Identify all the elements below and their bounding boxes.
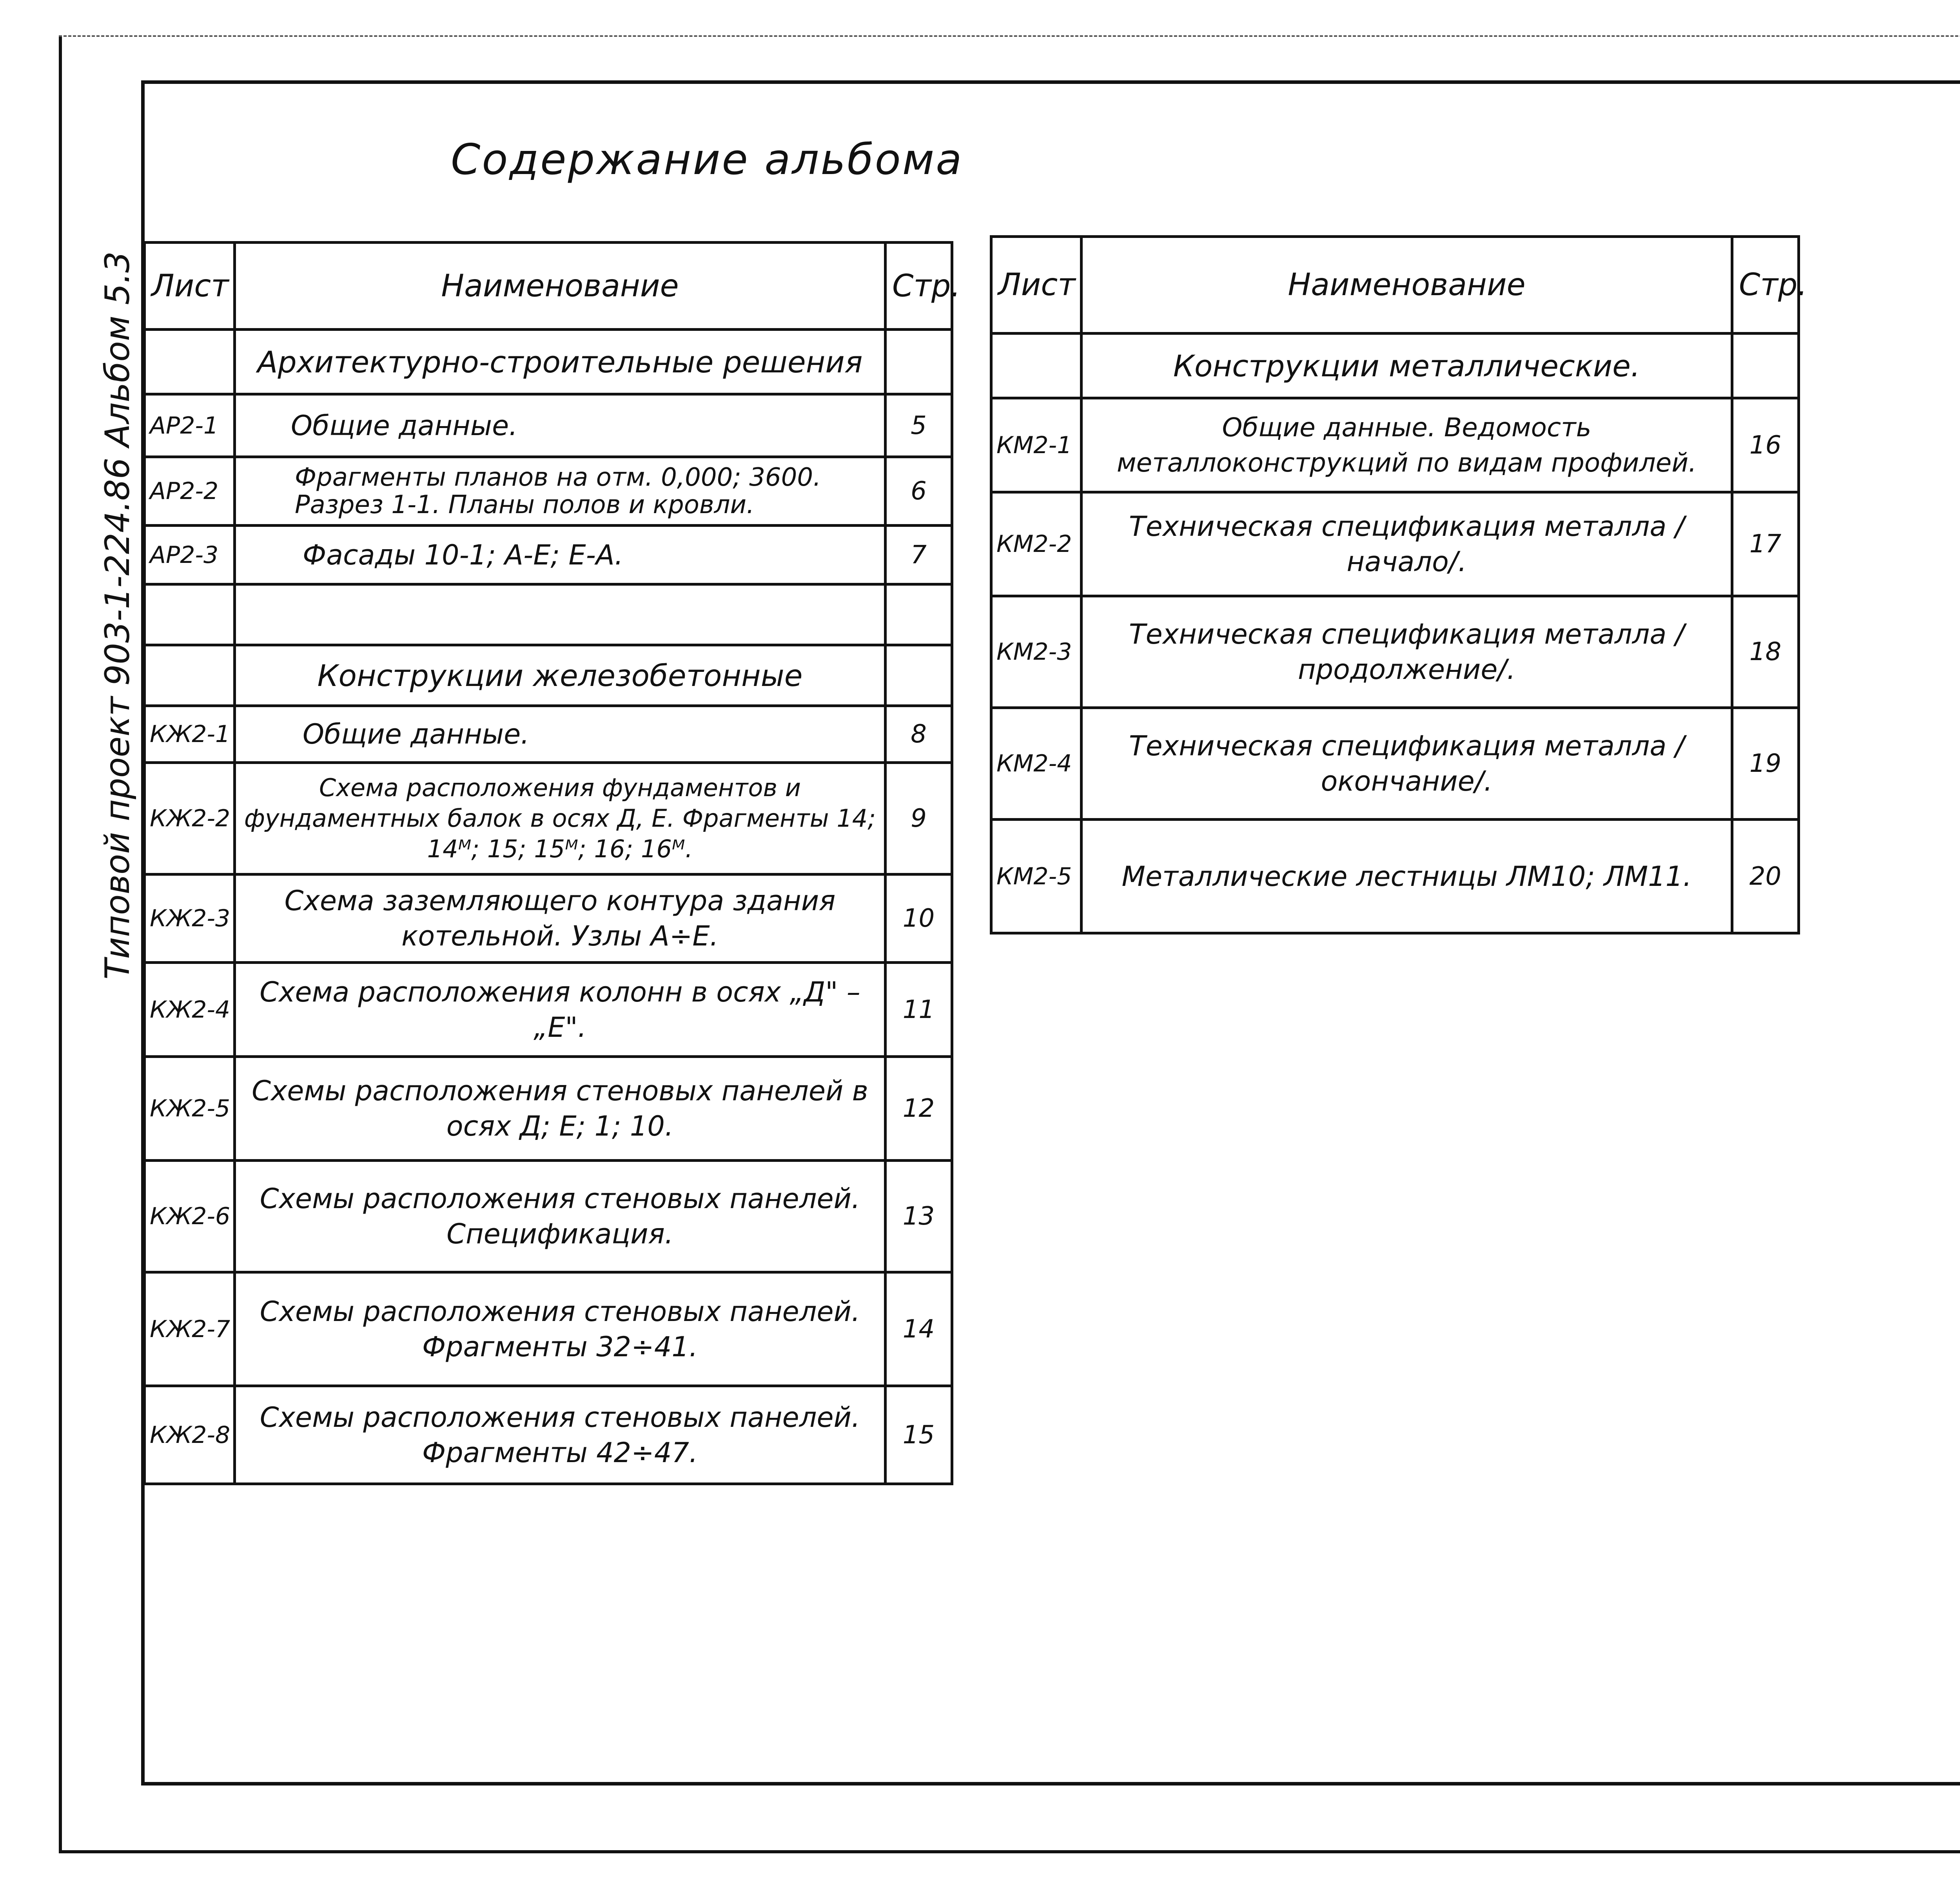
row-sheet <box>991 334 1082 398</box>
row-name: Схема расположения фундаментов и фундаментных балок в осях Д, Е. Фрагменты 14; 14ᴹ; 15; 15ᴹ; 16; 16ᴹ. <box>235 763 886 875</box>
row-name: Схемы расположения стеновых панелей. Фрагменты 42÷47. <box>235 1386 886 1484</box>
toc-table-left <box>143 241 961 1485</box>
table-row <box>145 1386 952 1484</box>
row-sheet: КЖ2-8 <box>145 1386 235 1484</box>
row-page: 10 <box>886 875 952 963</box>
row-sheet: КЖ2-6 <box>145 1161 235 1272</box>
row-page: 6 <box>886 457 952 526</box>
table-row <box>991 708 1799 820</box>
row-name <box>235 584 886 645</box>
row-name: Металлические лестницы ЛМ10; ЛМ11. <box>1082 820 1732 933</box>
section-heading: Архитектурно-строительные решения <box>235 330 886 394</box>
row-sheet: КМ2-5 <box>991 820 1082 933</box>
row-sheet: КЖ2-5 <box>145 1057 235 1161</box>
header-name: Наименование <box>1082 237 1732 334</box>
row-page: 20 <box>1732 820 1799 933</box>
sheet-top-edge <box>59 35 1960 37</box>
table-header-row <box>145 243 952 330</box>
row-name: Техническая спецификация металла /продолжение/. <box>1082 596 1732 708</box>
row-page <box>886 584 952 645</box>
row-name: Общие данные. <box>235 394 886 457</box>
toc-table-right <box>990 235 1808 934</box>
table-row <box>991 596 1799 708</box>
row-name: Общие данные. <box>235 706 886 763</box>
row-sheet: КЖ2-3 <box>145 875 235 963</box>
row-sheet <box>145 330 235 394</box>
table-row <box>145 1161 952 1272</box>
table-row <box>991 398 1799 492</box>
row-page: 12 <box>886 1057 952 1161</box>
row-page: 5 <box>886 394 952 457</box>
header-name: Наименование <box>235 243 886 330</box>
table-row <box>145 584 952 645</box>
table-row <box>145 963 952 1057</box>
row-page: 15 <box>886 1386 952 1484</box>
table-row <box>991 334 1799 398</box>
row-name: Схемы расположения стеновых панелей. Фрагменты 32÷41. <box>235 1272 886 1386</box>
row-sheet: КЖ2-2 <box>145 763 235 875</box>
row-page <box>886 330 952 394</box>
table-row <box>145 457 952 526</box>
table-row <box>145 1272 952 1386</box>
row-page: 14 <box>886 1272 952 1386</box>
section-heading: Конструкции металлические. <box>1082 334 1732 398</box>
row-name: Схемы расположения стеновых панелей. Спецификация. <box>235 1161 886 1272</box>
row-page <box>1732 334 1799 398</box>
table-row <box>991 492 1799 596</box>
header-sheet: Лист <box>145 243 235 330</box>
row-sheet: АР2-2 <box>145 457 235 526</box>
row-page: 11 <box>886 963 952 1057</box>
row-name: Техническая спецификация металла /окончание/. <box>1082 708 1732 820</box>
row-page: 16 <box>1732 398 1799 492</box>
row-sheet <box>145 645 235 706</box>
header-sheet: Лист <box>991 237 1082 334</box>
album-title: Содержание альбома <box>451 135 964 184</box>
section-heading: Конструкции железобетонные <box>235 645 886 706</box>
table-row <box>145 645 952 706</box>
row-sheet: КЖ2-1 <box>145 706 235 763</box>
row-sheet: АР2-3 <box>145 526 235 584</box>
table-header-row <box>991 237 1799 334</box>
row-page: 17 <box>1732 492 1799 596</box>
row-page: 7 <box>886 526 952 584</box>
table-row <box>145 1057 952 1161</box>
row-sheet: КМ2-1 <box>991 398 1082 492</box>
table-row <box>145 526 952 584</box>
header-page: Стр. <box>886 243 952 330</box>
row-sheet <box>145 584 235 645</box>
row-name: Схема расположения колонн в осях „Д" – „Е". <box>235 963 886 1057</box>
row-sheet: КМ2-4 <box>991 708 1082 820</box>
row-name: Техническая спецификация металла /начало/. <box>1082 492 1732 596</box>
row-sheet: КМ2-3 <box>991 596 1082 708</box>
row-name: Схема заземляющего контура здания котельной. Узлы А÷Е. <box>235 875 886 963</box>
row-sheet: КЖ2-7 <box>145 1272 235 1386</box>
table-row <box>991 820 1799 933</box>
table-row <box>145 875 952 963</box>
row-page: 8 <box>886 706 952 763</box>
row-name: Общие данные. Ведомость металлоконструкций по видам профилей. <box>1082 398 1732 492</box>
row-page: 13 <box>886 1161 952 1272</box>
row-page: 19 <box>1732 708 1799 820</box>
table-row <box>145 394 952 457</box>
row-sheet: АР2-1 <box>145 394 235 457</box>
side-stamp: Типовой проект 903-1-224.86 Альбом 5.3 <box>98 251 137 980</box>
table-row <box>145 706 952 763</box>
row-name: Фасады 10-1; А-Е; Е-А. <box>235 526 886 584</box>
row-sheet: КЖ2-4 <box>145 963 235 1057</box>
row-name: Схемы расположения стеновых панелей в осях Д; Е; 1; 10. <box>235 1057 886 1161</box>
header-page: Стр. <box>1732 237 1799 334</box>
row-name: Фрагменты планов на отм. 0,000; 3600. Разрез 1-1. Планы полов и кровли. <box>235 457 886 526</box>
row-page <box>886 645 952 706</box>
row-page: 9 <box>886 763 952 875</box>
table-row <box>145 330 952 394</box>
table-row <box>145 763 952 875</box>
row-sheet: КМ2-2 <box>991 492 1082 596</box>
row-page: 18 <box>1732 596 1799 708</box>
